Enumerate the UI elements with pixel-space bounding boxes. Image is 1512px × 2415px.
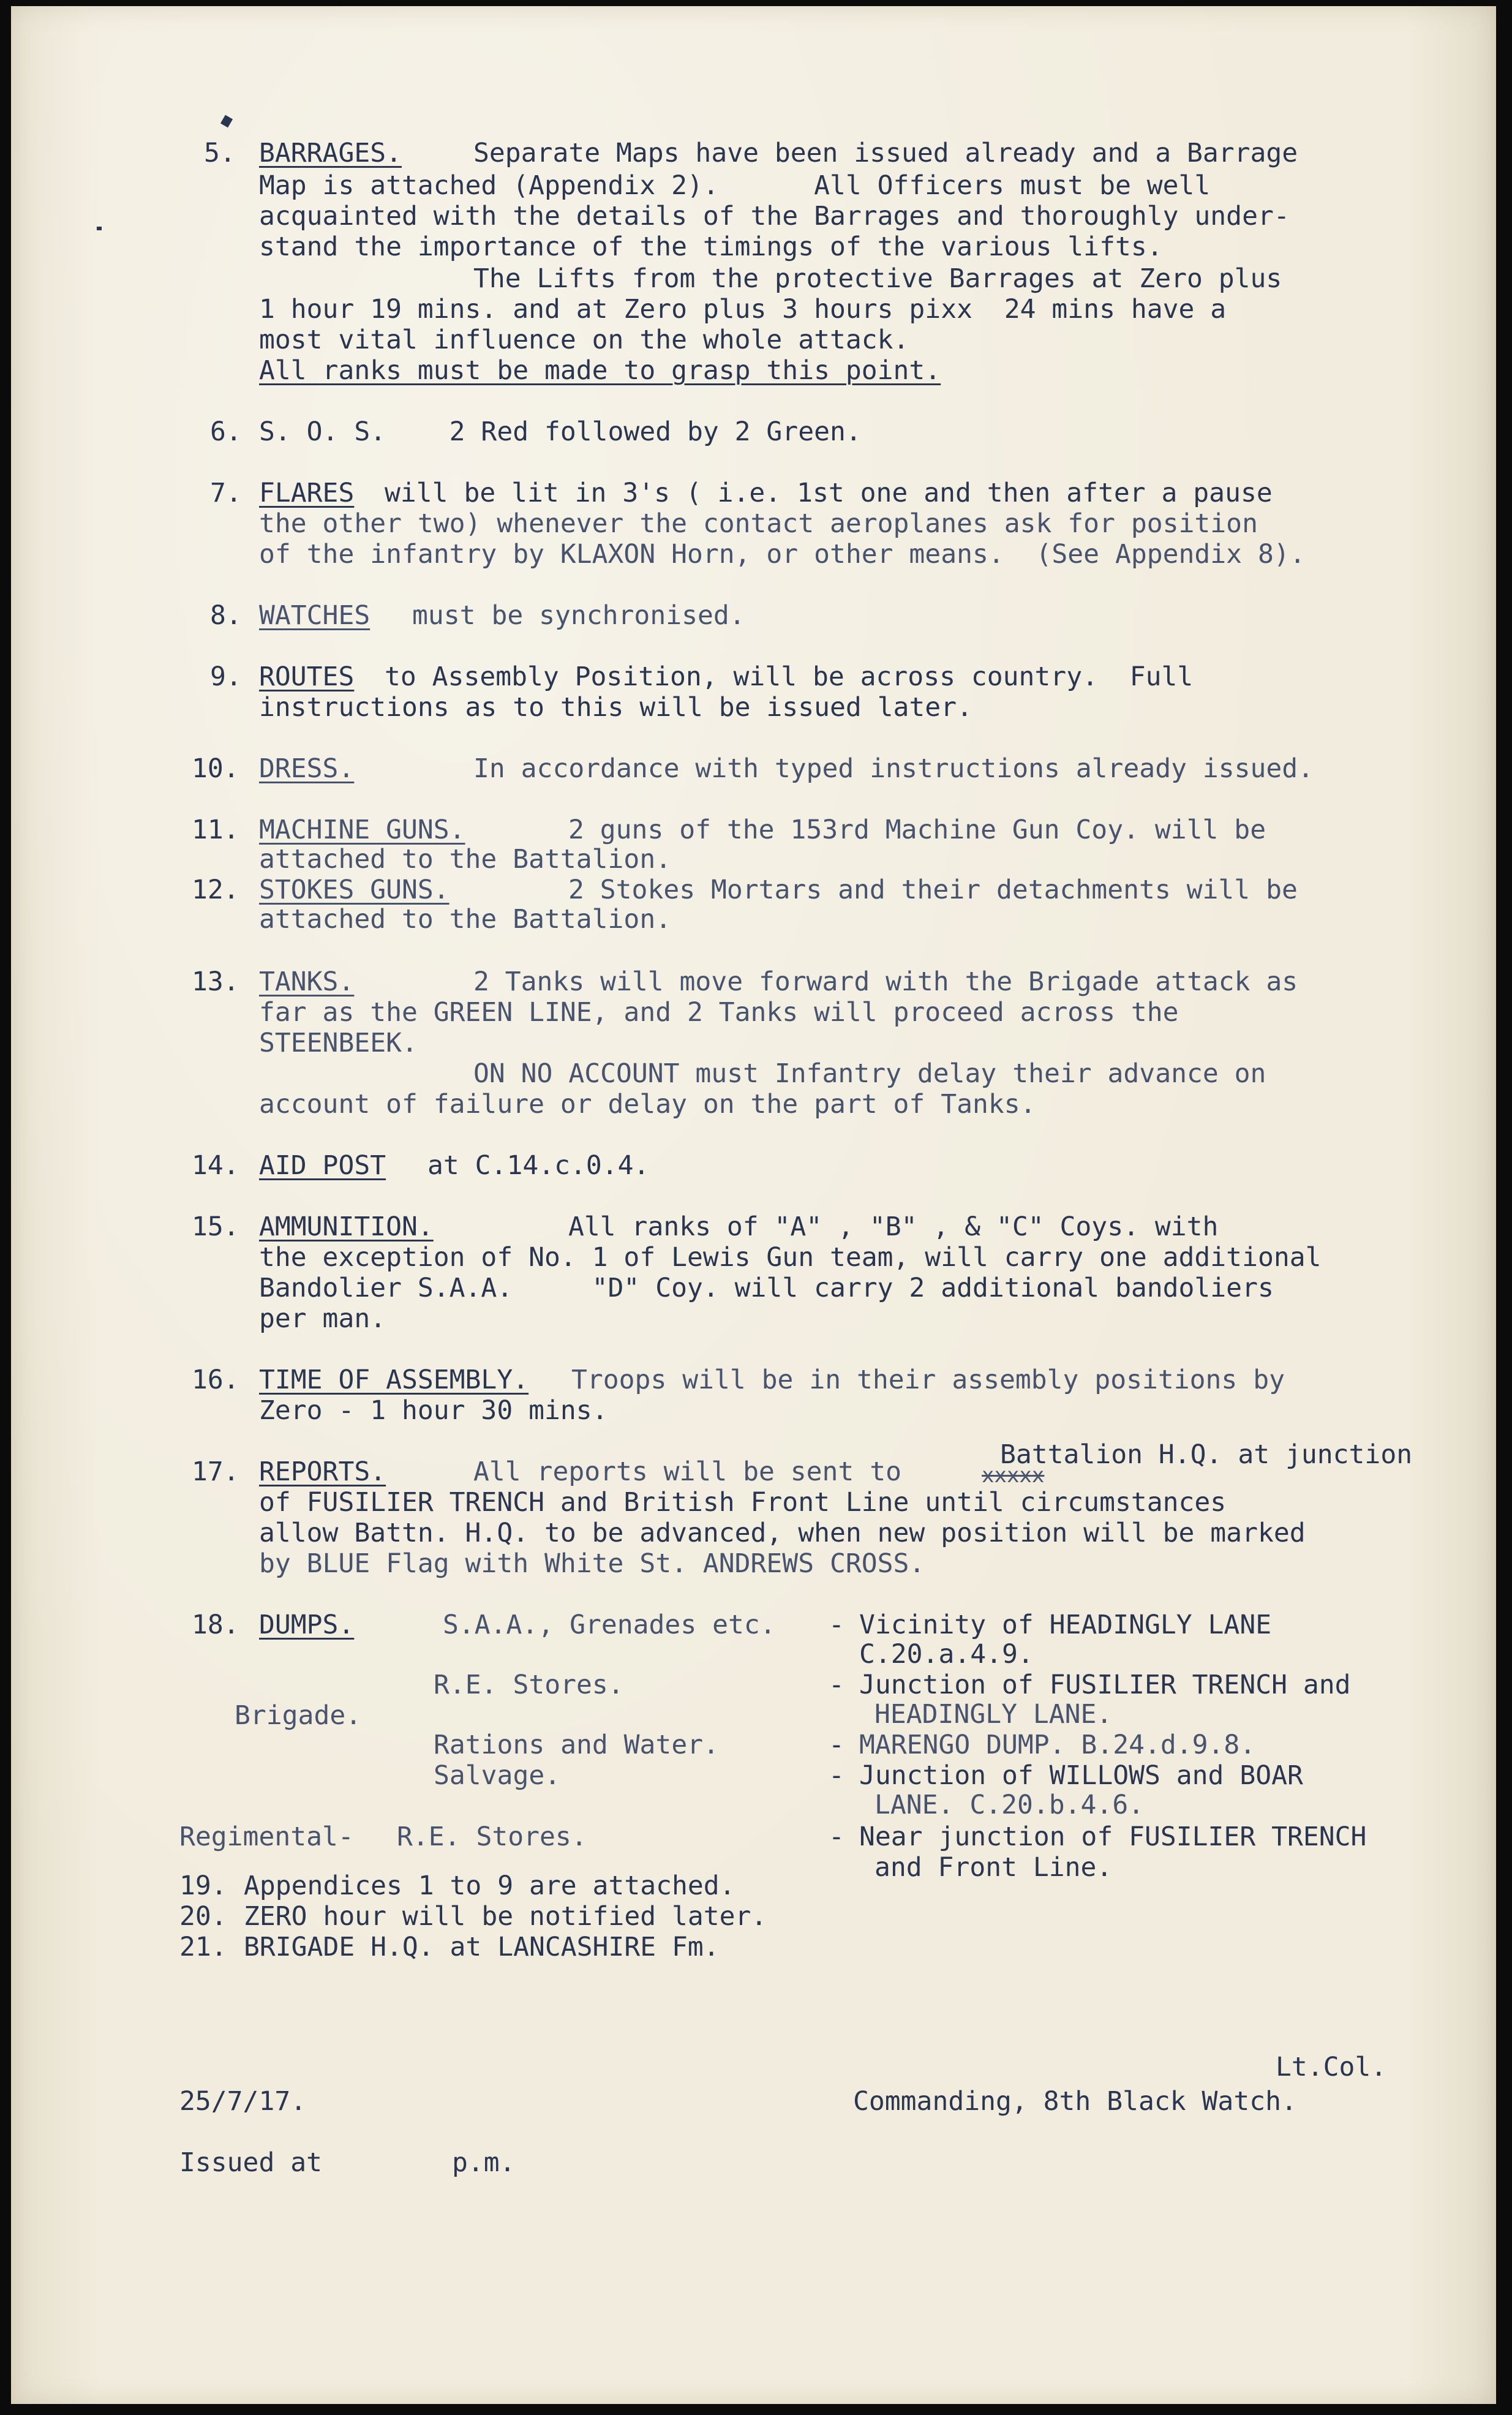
dump-location: Near junction of FUSILIER TRENCH <box>859 1822 1367 1852</box>
item-line: allow Battn. H.Q. to be advanced, when new position will be marked <box>259 1518 1306 1548</box>
item-line: Map is attached (Appendix 2). All Officers must be well <box>259 170 1211 201</box>
item-line: must be synchronised. <box>412 600 745 631</box>
item-line: of the infantry by KLAXON Horn, or other means. (See Appendix 8). <box>259 539 1306 570</box>
item-number: 9. <box>210 661 242 692</box>
item-heading-flares: FLARES <box>259 478 355 508</box>
item-line: stand the importance of the timings of the various lifts. <box>259 232 1163 262</box>
item-line: 1 hour 19 mins. and at Zero plus 3 hours pixx 24 mins have a <box>259 294 1227 325</box>
item-line: The Lifts from the protective Barrages at Zero plus <box>473 263 1282 294</box>
item-number: 19. <box>179 1871 227 1901</box>
item-line: All ranks of "A" , "B" , & "C" Coys. with <box>568 1211 1219 1242</box>
item-heading-aid-post: AID POST <box>259 1150 386 1181</box>
item-line: account of failure or delay on the part of Tanks. <box>259 1089 1036 1120</box>
item-heading-time-of-assembly: TIME OF ASSEMBLY. <box>259 1365 529 1395</box>
dump-dash: - <box>829 1610 844 1640</box>
dump-location: Junction of WILLOWS and BOAR <box>859 1760 1303 1791</box>
item-line: All reports will be sent to <box>473 1456 917 1487</box>
item-line: attached to the Battalion. <box>259 844 672 875</box>
signature-role: Commanding, 8th Black Watch. <box>853 2086 1297 2117</box>
item-line: acquainted with the details of the Barrages and thoroughly under- <box>259 201 1290 232</box>
item-line: Separate Maps have been issued already and a Barrage <box>473 138 1298 168</box>
item-line: far as the GREEN LINE, and 2 Tanks will proceed across the <box>259 997 1179 1028</box>
signature-rank: Lt.Col. <box>1276 2052 1387 2082</box>
dump-item: Rations and Water. <box>434 1730 719 1760</box>
item-line: to Assembly Position, will be across country. Full <box>385 661 1194 692</box>
item-line: per man. <box>259 1303 386 1334</box>
issued-suffix: p.m. <box>452 2147 516 2178</box>
item-line: of FUSILIER TRENCH and British Front Line until circumstances <box>259 1487 1227 1518</box>
item-line: ON NO ACCOUNT must Infantry delay their advance on <box>473 1058 1266 1089</box>
item-line: Bandolier S.A.A. "D" Coy. will carry 2 additional bandoliers <box>259 1273 1274 1303</box>
issued-label: Issued at <box>179 2147 322 2178</box>
item-number: 14. <box>192 1150 239 1181</box>
item-line: the other two) whenever the contact aeroplanes ask for position <box>259 508 1258 539</box>
struck-text: xxxxx <box>982 1463 1045 1488</box>
item-heading-watches: WATCHES <box>259 600 370 631</box>
ink-mark <box>97 227 102 230</box>
item-line: S. O. S. 2 Red followed by 2 Green. <box>259 416 862 447</box>
item-heading-routes: ROUTES <box>259 661 355 692</box>
dump-item: R.E. Stores. <box>397 1822 587 1852</box>
item-line: Battalion H.Q. at junction <box>1000 1439 1413 1470</box>
item-number: 11. <box>192 815 239 845</box>
item-line: ZERO hour will be notified later. <box>244 1901 767 1932</box>
item-heading-machine-guns: MACHINE GUNS. <box>259 815 465 845</box>
dump-location: and Front Line. <box>874 1852 1113 1883</box>
dump-dash: - <box>829 1760 844 1791</box>
brigade-label: Brigade. <box>235 1700 362 1731</box>
item-line: 2 guns of the 153rd Machine Gun Coy. will be <box>568 815 1266 845</box>
item-number: 17. <box>192 1456 239 1487</box>
item-number: 13. <box>192 966 239 997</box>
item-number: 16. <box>192 1365 239 1395</box>
dump-dash: - <box>829 1730 844 1760</box>
item-line: In accordance with typed instructions already issued. <box>473 753 1314 784</box>
dump-item: R.E. Stores. <box>434 1670 624 1700</box>
item-line: 2 Tanks will move forward with the Brigade attack as <box>473 966 1298 997</box>
dump-location: LANE. C.20.b.4.6. <box>874 1790 1145 1820</box>
dump-location: C.20.a.4.9. <box>859 1639 1034 1670</box>
item-number: 12. <box>192 875 239 905</box>
item-line: 2 Stokes Mortars and their detachments will be <box>568 875 1298 905</box>
item-line: will be lit in 3's ( i.e. 1st one and then after a pause <box>385 478 1273 508</box>
item-heading-barrages: BARRAGES. <box>259 138 402 168</box>
item-heading-dumps: DUMPS. <box>259 1610 355 1640</box>
item-number: 18. <box>192 1610 239 1640</box>
item-number: 7. <box>210 478 242 508</box>
ink-mark <box>220 115 233 128</box>
item-heading-ammunition: AMMUNITION. <box>259 1211 434 1242</box>
item-heading-tanks: TANKS. <box>259 966 355 997</box>
item-number: 21. <box>179 1932 227 1962</box>
item-line: Zero - 1 hour 30 mins. <box>259 1395 608 1426</box>
item-line: the exception of No. 1 of Lewis Gun team, will carry one additional <box>259 1242 1322 1273</box>
dump-dash: - <box>829 1822 844 1852</box>
item-line: instructions as to this will be issued later. <box>259 692 972 723</box>
item-number: 5. <box>204 138 236 168</box>
document-date: 25/7/17. <box>179 2086 307 2117</box>
dump-location: Vicinity of HEADINGLY LANE <box>859 1610 1272 1640</box>
item-line: attached to the Battalion. <box>259 904 672 935</box>
emphasis-line: All ranks must be made to grasp this point. <box>259 355 941 386</box>
dump-location: Junction of FUSILIER TRENCH and <box>859 1670 1351 1700</box>
item-line: by BLUE Flag with White St. ANDREWS CROSS. <box>259 1548 925 1579</box>
regimental-label: Regimental- <box>179 1822 354 1852</box>
item-line: at C.14.c.0.4. <box>427 1150 650 1181</box>
item-heading-dress: DRESS. <box>259 753 355 784</box>
item-number: 20. <box>179 1901 227 1932</box>
document-page <box>11 6 1496 2404</box>
item-line: STEENBEEK. <box>259 1028 418 1058</box>
item-line: BRIGADE H.Q. at LANCASHIRE Fm. <box>244 1932 720 1962</box>
item-line: Troops will be in their assembly positions by <box>571 1365 1285 1395</box>
item-number: 15. <box>192 1211 239 1242</box>
dump-item: Salvage. <box>434 1760 561 1791</box>
item-line: most vital influence on the whole attack. <box>259 325 909 355</box>
item-heading-stokes-guns: STOKES GUNS. <box>259 875 449 905</box>
item-number: 6. <box>210 416 242 447</box>
dump-location: MARENGO DUMP. B.24.d.9.8. <box>859 1730 1256 1760</box>
dump-item: S.A.A., Grenades etc. <box>443 1610 776 1640</box>
item-heading-reports: REPORTS. <box>259 1456 386 1487</box>
dump-dash: - <box>829 1670 844 1700</box>
item-number: 10. <box>192 753 239 784</box>
item-number: 8. <box>210 600 242 631</box>
item-line: Appendices 1 to 9 are attached. <box>244 1871 735 1901</box>
dump-location: HEADINGLY LANE. <box>874 1699 1113 1730</box>
